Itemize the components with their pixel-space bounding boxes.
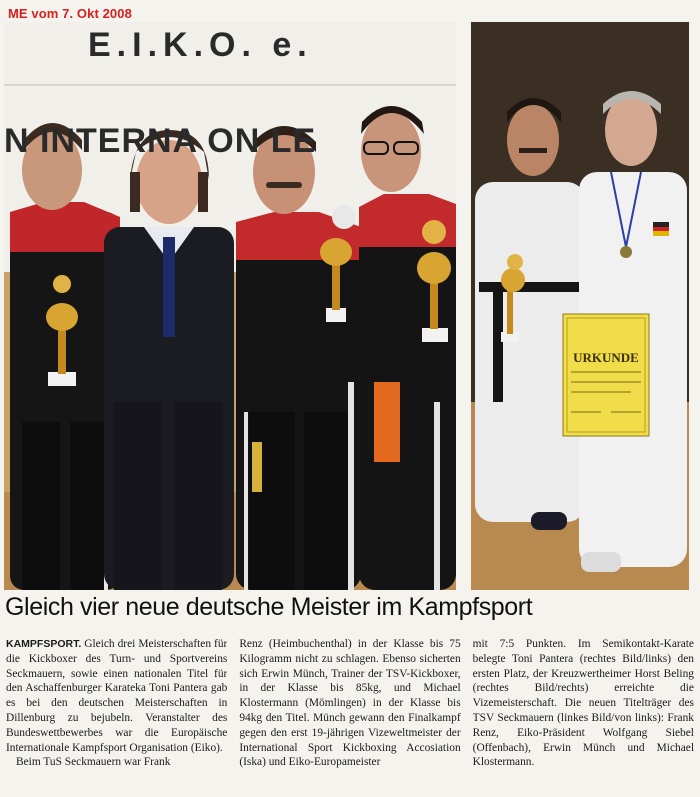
karate-photo-illustration bbox=[471, 22, 689, 590]
paragraph-2: Beim TuS Seckmauern war Frank bbox=[16, 756, 171, 769]
paragraph-1 bbox=[6, 637, 227, 755]
article-kicker: KAMPFSPORT. bbox=[6, 638, 82, 650]
newspaper-source-label: ME vom 7. Okt 2008 bbox=[8, 6, 132, 21]
article-body bbox=[6, 637, 694, 793]
photo-karate-medalists bbox=[471, 22, 689, 590]
article-headline: Gleich vier neue deutsche Meister im Kampfsport bbox=[5, 593, 533, 621]
article-column-3 bbox=[473, 637, 694, 793]
paragraph-2-continued: Renz (Heimbuchenthal) in der Klasse bis 75 Kilogramm nicht zu schlagen. Ebenso sicherten sich Erwin Münch, Trainer der TSV-Kickboxer, in der Klasse bis 85kg, und Michael Klostermann (Mömlingen) in der Klasse bis 94kg den Titel. Münch gewann den Finalkampf gegen den erst 19-jährigen Vizeweltmeister der International Sport Kickboxing Accosiation (Iska) und Eiko-Europameister bbox=[239, 638, 461, 769]
paragraph-3: mit 7:5 Punkten. Im Semikontakt-Karate belegte Toni Pantera (rechtes Bild/links) den ersten Platz, der Kreuzwertheimer Horst Beling (rechtes Bild/rechts) erreichte die Vizemeisterschaft. Die neuen Titelträger des TSV Seckmauern (linkes Bild/von links): Frank Renz, Eiko-Präsident Wolfgang Siebel (Offenbach), Erwin Münch und Michael Klostermann. bbox=[472, 638, 694, 769]
banner-eiko-text: E.I.K.O. e. bbox=[88, 26, 313, 64]
certificate-title: URKUNDE bbox=[573, 350, 639, 365]
article-column-1 bbox=[6, 637, 227, 793]
group-photo-champions bbox=[4, 22, 456, 590]
banner-international-text: N INTERNA ON LE bbox=[4, 122, 317, 160]
paragraph-1-text: Gleich drei Meisterschaften für die Kickboxer des Turn- und Sportvereins Seckmauern, sowie einen nationalen Titel für den Aschaffenburger Karateka Toni Pantera gab es bei den deutschen Meisterschaften in Dillenburg zu bejubeln. Veranstalter des Bundeswettbewerbes war die Europäische Internationale Kampfsport Organisation (Eiko). bbox=[6, 638, 228, 754]
article-column-2 bbox=[239, 637, 460, 793]
group-photo-illustration bbox=[4, 22, 456, 590]
